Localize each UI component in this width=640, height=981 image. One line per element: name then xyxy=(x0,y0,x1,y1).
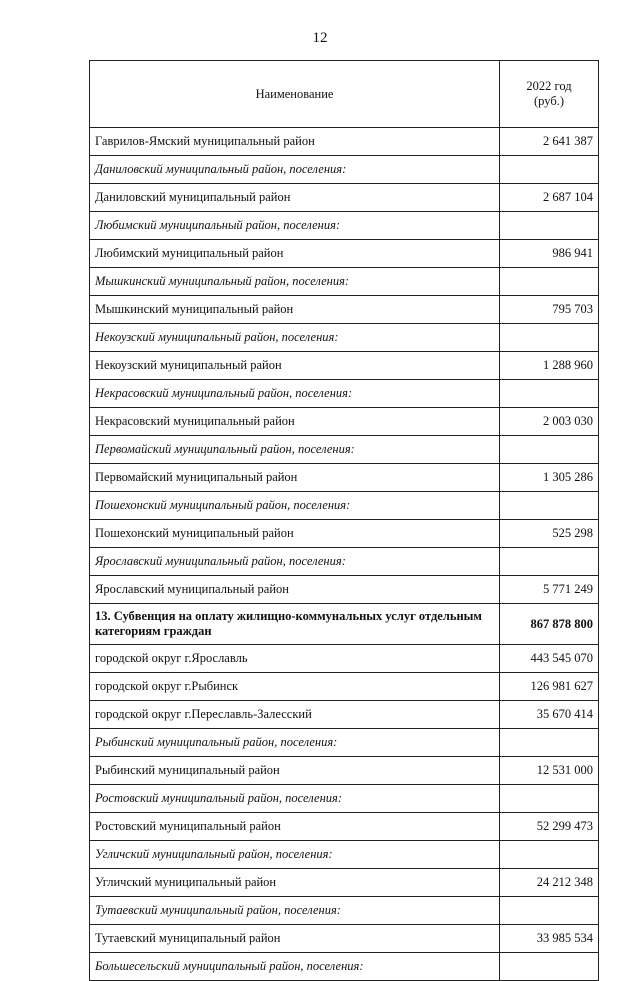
row-amount-cell xyxy=(500,212,599,240)
row-name-cell: городской округ г.Рыбинск xyxy=(90,673,500,701)
row-amount-cell xyxy=(500,268,599,296)
row-name-cell: Гаврилов-Ямский муниципальный район xyxy=(90,128,500,156)
row-amount-cell: 2 687 104 xyxy=(500,184,599,212)
row-amount-cell: 867 878 800 xyxy=(500,604,599,645)
row-name-cell: Любимский муниципальный район, поселения: xyxy=(90,212,500,240)
row-name-cell: Тутаевский муниципальный район, поселения: xyxy=(90,897,500,925)
table-row xyxy=(90,324,599,352)
table-body xyxy=(90,128,599,981)
row-name-cell: Первомайский муниципальный район xyxy=(90,464,500,492)
row-amount-cell xyxy=(500,492,599,520)
table-row xyxy=(90,548,599,576)
row-name-cell: Мышкинский муниципальный район xyxy=(90,296,500,324)
page-number: 12 xyxy=(312,30,328,46)
row-name-cell: Рыбинский муниципальный район xyxy=(90,757,500,785)
table-row xyxy=(90,520,599,548)
row-amount-cell: 24 212 348 xyxy=(500,869,599,897)
table-row xyxy=(90,184,599,212)
table-row xyxy=(90,296,599,324)
row-amount-cell xyxy=(500,729,599,757)
row-name-cell: Тутаевский муниципальный район xyxy=(90,925,500,953)
table-row xyxy=(90,645,599,673)
table-row xyxy=(90,869,599,897)
table-row xyxy=(90,897,599,925)
column-header-amount xyxy=(500,61,599,128)
row-name-cell: Некрасовский муниципальный район xyxy=(90,408,500,436)
row-amount-cell xyxy=(500,785,599,813)
row-name-cell: Первомайский муниципальный район, поселения: xyxy=(90,436,500,464)
budget-table xyxy=(89,60,599,981)
row-name-cell: Угличский муниципальный район xyxy=(90,869,500,897)
row-amount-cell: 2 003 030 xyxy=(500,408,599,436)
row-name-cell: Угличский муниципальный район, поселения: xyxy=(90,841,500,869)
row-amount-cell: 525 298 xyxy=(500,520,599,548)
table-row xyxy=(90,701,599,729)
table-row xyxy=(90,673,599,701)
column-header-name: Наименование xyxy=(90,61,500,128)
row-name-cell: 13. Субвенция на оплату жилищно-коммунальных услуг отдельным категориям граждан xyxy=(90,604,500,645)
table-row xyxy=(90,268,599,296)
row-name-cell: Пошехонский муниципальный район, поселения: xyxy=(90,492,500,520)
row-name-cell: Некрасовский муниципальный район, поселения: xyxy=(90,380,500,408)
table-header-row xyxy=(90,61,599,128)
row-amount-cell: 52 299 473 xyxy=(500,813,599,841)
column-header-year: 2022 год xyxy=(526,79,572,93)
row-amount-cell xyxy=(500,841,599,869)
table-row xyxy=(90,492,599,520)
row-name-cell: Некоузский муниципальный район xyxy=(90,352,500,380)
row-amount-cell xyxy=(500,953,599,981)
table-row xyxy=(90,128,599,156)
table-row xyxy=(90,604,599,645)
table-row xyxy=(90,729,599,757)
table-row xyxy=(90,212,599,240)
row-amount-cell xyxy=(500,156,599,184)
column-header-unit: (руб.) xyxy=(534,94,564,108)
row-amount-cell: 986 941 xyxy=(500,240,599,268)
table-row xyxy=(90,156,599,184)
row-name-cell: Любимский муниципальный район xyxy=(90,240,500,268)
row-name-cell: Даниловский муниципальный район xyxy=(90,184,500,212)
row-name-cell: Ярославский муниципальный район, поселения: xyxy=(90,548,500,576)
table-row xyxy=(90,785,599,813)
row-amount-cell xyxy=(500,324,599,352)
row-name-cell: Даниловский муниципальный район, поселения: xyxy=(90,156,500,184)
row-amount-cell: 1 288 960 xyxy=(500,352,599,380)
table-row xyxy=(90,352,599,380)
row-amount-cell xyxy=(500,548,599,576)
table-row xyxy=(90,576,599,604)
table-row xyxy=(90,436,599,464)
table-row xyxy=(90,408,599,436)
row-amount-cell: 2 641 387 xyxy=(500,128,599,156)
row-name-cell: Пошехонский муниципальный район xyxy=(90,520,500,548)
row-amount-cell: 1 305 286 xyxy=(500,464,599,492)
table-row xyxy=(90,380,599,408)
row-name-cell: Ярославский муниципальный район xyxy=(90,576,500,604)
table-row xyxy=(90,813,599,841)
row-name-cell: городской округ г.Переславль-Залесский xyxy=(90,701,500,729)
table-row xyxy=(90,841,599,869)
row-name-cell: городской округ г.Ярославль xyxy=(90,645,500,673)
row-name-cell: Некоузский муниципальный район, поселения: xyxy=(90,324,500,352)
row-amount-cell: 795 703 xyxy=(500,296,599,324)
row-amount-cell: 33 985 534 xyxy=(500,925,599,953)
row-amount-cell: 443 545 070 xyxy=(500,645,599,673)
row-amount-cell: 5 771 249 xyxy=(500,576,599,604)
row-name-cell: Рыбинский муниципальный район, поселения: xyxy=(90,729,500,757)
row-name-cell: Ростовский муниципальный район xyxy=(90,813,500,841)
row-amount-cell xyxy=(500,436,599,464)
table-row xyxy=(90,240,599,268)
row-amount-cell: 12 531 000 xyxy=(500,757,599,785)
table-row xyxy=(90,953,599,981)
table-row xyxy=(90,757,599,785)
row-name-cell: Мышкинский муниципальный район, поселения: xyxy=(90,268,500,296)
row-amount-cell: 35 670 414 xyxy=(500,701,599,729)
row-amount-cell xyxy=(500,897,599,925)
row-amount-cell xyxy=(500,380,599,408)
table-row xyxy=(90,464,599,492)
row-name-cell: Ростовский муниципальный район, поселения: xyxy=(90,785,500,813)
row-name-cell: Большесельский муниципальный район, поселения: xyxy=(90,953,500,981)
table-row xyxy=(90,925,599,953)
row-amount-cell: 126 981 627 xyxy=(500,673,599,701)
